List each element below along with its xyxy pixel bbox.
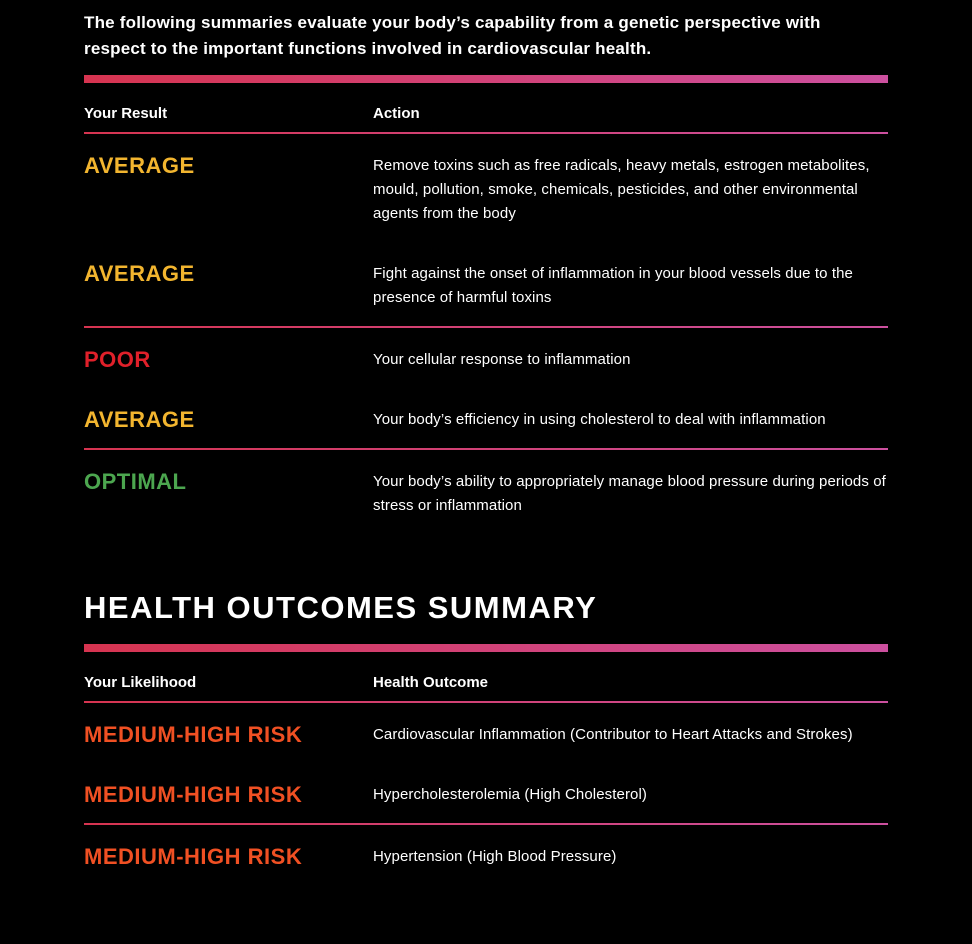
row-description-text: Your cellular response to inflammation	[373, 351, 631, 368]
row-description-text: Remove toxins such as free radicals, heavy metals, estrogen metabolites, mould, pollution, smoke, chemicals, pesticides, and other environmental agents from the body	[373, 157, 870, 222]
table-row	[84, 388, 888, 448]
outcomes-section-top-bar	[84, 644, 888, 652]
table-row	[84, 703, 888, 763]
table-row	[84, 242, 888, 326]
result-rating-label: POOR	[84, 347, 151, 372]
outcomes-table-header	[84, 652, 888, 701]
outcomes-table-body	[84, 703, 888, 885]
table-row	[84, 763, 888, 823]
row-description-text: Your body’s ability to appropriately manage blood pressure during periods of stress or inflammation	[373, 473, 886, 514]
column-header-action: Action	[373, 105, 420, 122]
capability-table	[84, 83, 888, 534]
outcomes-section-heading: HEALTH OUTCOMES SUMMARY	[84, 590, 598, 625]
column-header-health-outcome: Health Outcome	[373, 674, 489, 691]
column-header-your-result: Your Result	[84, 105, 168, 122]
column-header-your-likelihood: Your Likelihood	[84, 674, 197, 691]
table-row	[84, 825, 888, 885]
capability-section-top-bar	[84, 75, 888, 83]
row-description-text: Hypercholesterolemia (High Cholesterol)	[373, 786, 648, 803]
row-description-text: Cardiovascular Inflammation (Contributor to Heart Attacks and Strokes)	[373, 726, 853, 743]
result-rating-label: OPTIMAL	[84, 469, 187, 494]
table-row	[84, 450, 888, 534]
result-rating-label: MEDIUM-HIGH RISK	[84, 782, 303, 807]
result-rating-label: MEDIUM-HIGH RISK	[84, 722, 303, 747]
result-rating-label: AVERAGE	[84, 153, 195, 178]
table-row	[84, 328, 888, 388]
intro-text: The following summaries evaluate your body’s capability from a genetic perspective with respect to the important functions involved in cardiovascular health.	[84, 13, 821, 58]
result-rating-label: MEDIUM-HIGH RISK	[84, 844, 303, 869]
row-description-text: Fight against the onset of inflammation in your blood vessels due to the presence of harmful toxins	[373, 265, 853, 306]
result-rating-label: AVERAGE	[84, 407, 195, 432]
outcomes-table	[84, 652, 888, 885]
table-row	[84, 134, 888, 242]
row-description-text: Hypertension (High Blood Pressure)	[373, 848, 617, 865]
result-rating-label: AVERAGE	[84, 261, 195, 286]
row-description-text: Your body’s efficiency in using cholesterol to deal with inflammation	[373, 411, 826, 428]
capability-table-body	[84, 134, 888, 534]
capability-table-header	[84, 83, 888, 132]
